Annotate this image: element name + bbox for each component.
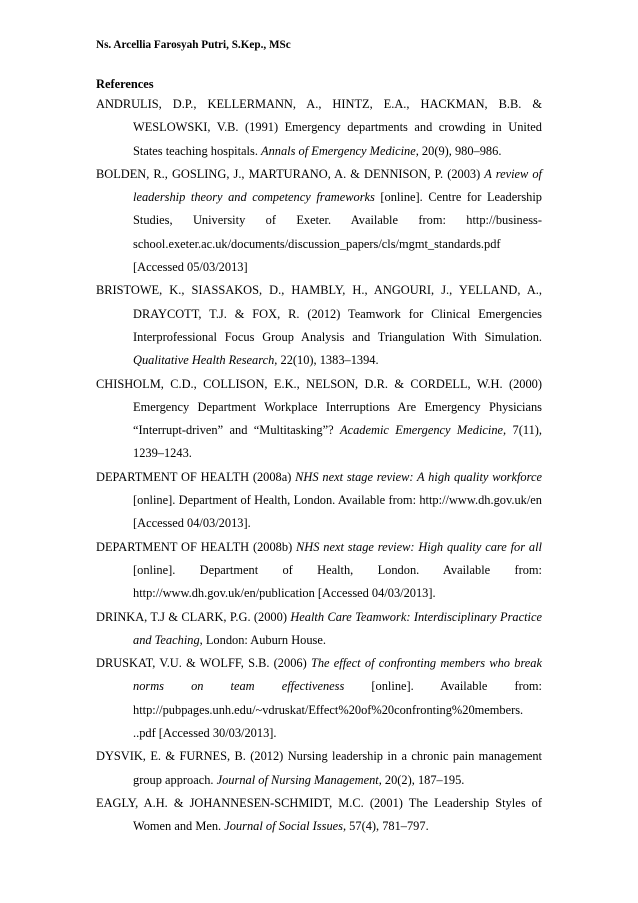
reference-details: 57(4), 781–797.	[346, 819, 429, 834]
reference-entry-bristowe	[96, 279, 542, 372]
reference-details: [online]. Department of Health, London. Available from: http://www.dh.gov.uk/en/publication [Accessed 04/03/2013].	[133, 562, 542, 601]
reference-text: DEPARTMENT OF HEALTH (2008a)	[96, 469, 296, 484]
reference-title: NHS next stage review: High quality care for all	[296, 539, 542, 554]
reference-title: Health Care Teamwork: Interdisciplinary Practice and Teaching	[133, 609, 543, 647]
reference-text: BOLDEN, R., GOSLING, J., MARTURANO, A. & DENNISON, P. (2003)	[96, 166, 485, 181]
reference-text: DRUSKAT, V.U. & WOLFF, S.B. (2006)	[96, 656, 311, 671]
reference-details: 20(9), 980–986.	[418, 143, 502, 158]
reference-text: DRINKA, T.J & CLARK, P.G. (2000)	[96, 609, 291, 624]
reference-text: DEPARTMENT OF HEALTH (2008b)	[96, 539, 297, 554]
reference-details: 20(2), 187–195.	[381, 772, 465, 787]
reference-journal: Academic Emergency Medicine,	[340, 423, 507, 438]
reference-text: BRISTOWE, K., SIASSAKOS, D., HAMBLY, H., ANGOURI, J., YELLAND, A., DRAYCOTT, T.J. & FOX, R. (2012) Teamwork for Clinical Emergencies Interprofessional Focus Group Analysis and Triangulation With Simulation.	[96, 283, 542, 344]
reference-details: 7(11), 1239–1243.	[133, 423, 542, 461]
reference-text: DYSVIK, E. & FURNES, B. (2012) Nursing leadership in a chronic pain management group approach.	[96, 749, 542, 787]
author-header: Ns. Arcellia Farosyah Putri, S.Kep., MSc	[96, 39, 291, 51]
reference-journal: Annals of Emergency Medicine,	[261, 143, 419, 158]
reference-title: A review of leadership theory and competency frameworks	[133, 166, 542, 205]
reference-details: [online]. Department of Health, London. Available from: http://www.dh.gov.uk/en [Accessed 04/03/2013].	[133, 493, 542, 531]
document-page	[96, 38, 542, 839]
reference-journal: Journal of Social Issues,	[224, 819, 347, 834]
reference-entry-chisholm	[96, 373, 542, 466]
reference-details: , London: Auburn House.	[199, 632, 326, 647]
reference-entry-bolden	[96, 163, 542, 279]
reference-entry-andrulis	[96, 93, 542, 163]
reference-entry-druskat	[96, 652, 542, 745]
reference-entry-dysvik	[96, 745, 542, 792]
reference-text: CHISHOLM, C.D., COLLISON, E.K., NELSON, D.R. & CORDELL, W.H. (2000) Emergency Department Workplace Interruptions Are Emergency Physicians “Interrupt-driven” and “Multitasking”?	[96, 376, 542, 438]
references-heading: References	[96, 77, 154, 91]
reference-entry-doh-2008b	[96, 536, 542, 606]
reference-list	[96, 93, 542, 839]
reference-entry-eagly	[96, 792, 542, 839]
reference-journal: Qualitative Health Research,	[133, 353, 278, 368]
reference-text: EAGLY, A.H. & JOHANNESEN-SCHMIDT, M.C. (2001) The Leadership Styles of Women and Men.	[96, 795, 542, 834]
reference-text: ANDRULIS, D.P., KELLERMANN, A., HINTZ, E.A., HACKMAN, B.B. & WESLOWSKI, V.B. (1991) Emergency departments and crowding in United States teaching hospitals.	[96, 97, 542, 158]
reference-journal: Journal of Nursing Management,	[216, 772, 382, 787]
reference-entry-doh-2008a	[96, 466, 542, 536]
reference-details: [online]. Centre for Leadership Studies, University of Exeter. Available from: http://business-school.exeter.ac.uk/documents/discussion_papers/cls/mgmt_standards.pdf [Accessed 05/03/2013]	[133, 190, 542, 275]
reference-title: NHS next stage review: A high quality workforce	[295, 469, 542, 484]
reference-details: [online]. Available from: http://pubpages.unh.edu/~vdruskat/Effect%20of%20confronting%20members. ..pdf [Accessed 30/03/2013].	[133, 679, 542, 741]
reference-details: 22(10), 1383–1394.	[277, 353, 379, 368]
reference-entry-drinka	[96, 606, 542, 653]
reference-title: The effect of confronting members who break norms on team effectiveness	[133, 656, 542, 694]
